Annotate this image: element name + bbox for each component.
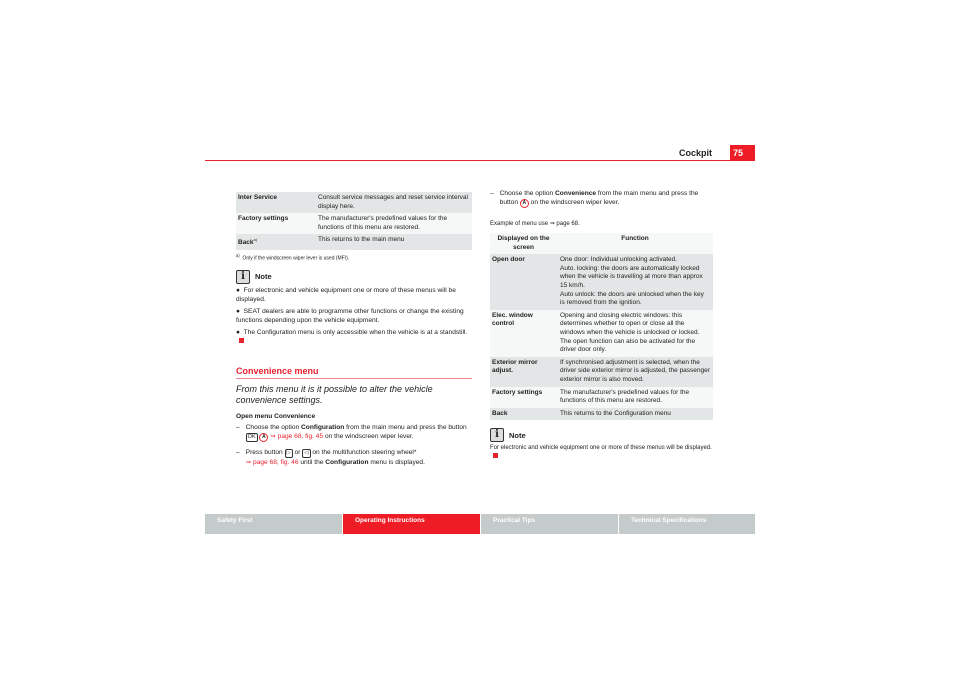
tab-operating-instructions[interactable]: Operating Instructions — [343, 514, 480, 534]
row-desc: If synchronised adjustment is selected, when the driver side exterior mirror is adjusted, the passenger exterior mirror is also moved. — [558, 357, 713, 387]
note-body: For electronic and vehicle equipment one or more of these menus will be displayed. — [490, 445, 712, 452]
note-title: Note — [509, 430, 526, 440]
settings-table — [236, 192, 472, 250]
option-name: Convenience — [555, 190, 597, 197]
row-desc: One door: Individual unlocking activated. Auto. locking: the doors are automatically locked when the vehicle is travelling at more than approx 15 km/h. Auto unlock: the doors are unlocked when the key is removed from the ignition. — [558, 254, 713, 310]
row-desc: The manufacturer's predefined values for the functions of this menu are restored. — [316, 213, 472, 234]
step-text: on the windscreen wiper lever. — [528, 199, 620, 206]
tab-technical-specifications[interactable]: Technical Specifications — [619, 514, 755, 534]
note-heading — [490, 428, 716, 442]
table-row — [236, 192, 472, 213]
left-column — [236, 192, 472, 467]
footnote-mark: a) — [236, 253, 240, 259]
left-arrow-key-icon: ◁ — [304, 449, 309, 456]
convenience-table — [490, 233, 713, 420]
bullet-text: The Configuration menu is only accessible when the vehicle is at a standstill. — [243, 328, 468, 336]
section-intro: From this menu it is it possible to alter the vehicle convenience settings. — [236, 383, 433, 405]
end-mark-icon — [239, 338, 244, 343]
note-title: Note — [255, 272, 272, 282]
row-name: Inter Service — [238, 194, 278, 201]
chapter-title: Cockpit — [678, 148, 712, 158]
row-desc: This returns to the main menu — [316, 234, 472, 250]
step-text: menu is displayed. — [368, 458, 425, 466]
note-bullets — [236, 286, 472, 346]
info-icon: i — [236, 270, 250, 284]
step-text: on the multifunction steering wheel* — [310, 448, 417, 456]
row-desc: The manufacturer's predefined values for the functions of this menu are restored. — [558, 387, 713, 408]
step-item: – Choose the option Configuration from the main menu and press the button OK A ⇒ page 68, fig. 45 on the windscreen wiper lever. — [236, 423, 467, 440]
right-column — [490, 189, 716, 461]
row-name: Back — [492, 409, 508, 417]
bullet-item: ● The Configuration menu is only accessible when the vehicle is at a standstill. — [236, 328, 472, 346]
step-text: on the windscreen wiper lever. — [323, 432, 414, 440]
tab-safety-first[interactable]: Safety First — [205, 514, 342, 534]
table-header — [490, 233, 713, 254]
row-name: Exterior mirror adjust. — [492, 358, 538, 375]
subheading: Open menu Convenience — [236, 412, 316, 420]
step-item: – Press button ▷ or ◁ on the multifunction steering wheel* ⇒ page 68, fig. 46 until the Configuration menu is displayed. — [236, 448, 425, 466]
table-row — [236, 213, 472, 234]
step-text: until the — [298, 458, 326, 466]
step-text: Choose the option — [245, 423, 302, 431]
footnote-text: Only if the windscreen wiper lever is used (MFI). — [242, 255, 350, 262]
header-cell: Displayed on the screen — [490, 233, 558, 254]
table-row — [490, 387, 713, 408]
table-row — [490, 408, 713, 421]
right-arrow-key-icon: ▷ — [286, 449, 291, 456]
footnote-ref: a) — [253, 237, 258, 243]
step-item: – Choose the option Convenience from the main menu and press the button A on the windscreen wiper lever. — [490, 190, 699, 206]
row-desc: This returns to the Configuration menu — [558, 408, 713, 421]
bullet-text: For electronic and vehicle equipment one or more of these menus will be displayed. — [236, 286, 456, 303]
a-button-icon: A — [259, 433, 268, 442]
row-desc: Consult service messages and reset service interval display here. — [316, 192, 472, 213]
note-text — [490, 444, 716, 461]
bullet-item: ● SEAT dealers are able to programme other functions or change the existing functions depending upon the vehicle equipment. — [236, 307, 464, 324]
footnote — [236, 253, 472, 262]
table-row — [490, 254, 713, 310]
bullet-item: ● For electronic and vehicle equipment one or more of these menus will be displayed. — [236, 286, 456, 303]
a-button-icon: A — [520, 199, 529, 208]
info-icon: i — [490, 428, 504, 442]
step-text: Choose the option — [499, 190, 556, 197]
header-cell: Function — [558, 233, 713, 254]
note-heading — [236, 270, 472, 284]
step-text: from the main menu and press the button — [344, 423, 467, 431]
row-name: Open door — [492, 256, 525, 264]
row-desc: Opening and closing electric windows: this determines whether to open or close all the windows when the vehicle is unlocked or locked. The open function can also be activated for the driver door only. — [558, 310, 713, 357]
row-name: Factory settings — [238, 215, 289, 223]
ok-key-icon: OK — [247, 433, 256, 440]
header-rule — [205, 160, 755, 161]
option-name: Configuration — [301, 423, 345, 431]
step-text: from the main menu and press the button — [499, 190, 699, 206]
page-link[interactable]: ⇒ page 68, fig. 45 — [270, 432, 324, 440]
row-name: Factory settings — [492, 388, 543, 396]
page-number: 75 — [730, 145, 755, 161]
end-mark-icon — [493, 453, 498, 458]
step-text: Press button — [245, 448, 285, 456]
table-row — [236, 234, 472, 250]
page-link[interactable]: ⇒ page 68, fig. 46 — [245, 458, 299, 466]
step-text: or — [292, 448, 303, 456]
table-row — [490, 310, 713, 357]
bullet-text: SEAT dealers are able to programme other functions or change the existing functions depending upon the vehicle equipment. — [236, 307, 464, 324]
section-heading: Convenience menu — [236, 366, 472, 379]
tab-practical-tips[interactable]: Practical Tips — [481, 514, 618, 534]
row-name: Elec. window control — [492, 311, 533, 328]
table-row — [490, 357, 713, 387]
row-name: Back — [238, 239, 254, 247]
example-ref: Example of menu use ⇒ page 68. — [490, 221, 580, 227]
option-name: Configuration — [325, 458, 369, 466]
